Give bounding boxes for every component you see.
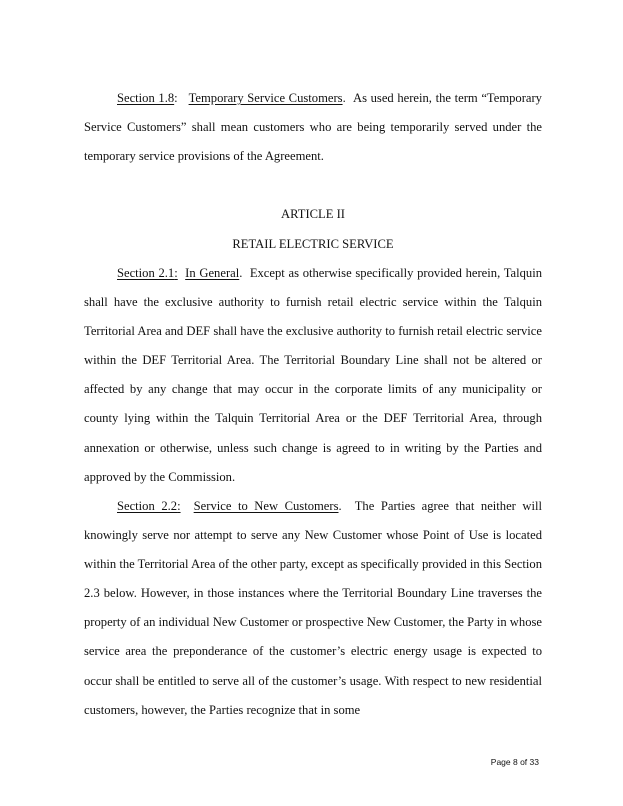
page-number: Page 8 of 33 — [490, 757, 539, 767]
section-1-8-body: As used herein, the term “Temporary Service Customers” shall mean customers who are being temporarily served under the temporary service provisions of the Agreement. — [84, 91, 542, 164]
section-2-1-heading: In General — [185, 266, 240, 280]
section-2-2-paragraph: Section 2.2: Service to New Customers. The Parties agree that neither will knowingly serve nor attempt to serve any New Customer whose Point of Use is located within the Territorial Area of the other party, except as specifically provided in this Section 2.3 below. However, in those instances where the Territorial Boundary Line traverses the property of an individual New Customer or prospective New Customer, the Party in whose service area the preponderance of the customer’s electric energy usage is expected to occur shall be entitled to serve all of the customer’s usage. With respect to new residential customers, however, the Parties recognize that in some — [84, 499, 542, 717]
section-1-8-heading: Temporary Service Customers — [188, 91, 343, 105]
article-title: RETAIL ELECTRIC SERVICE — [232, 237, 394, 251]
section-2-2-heading: Service to New Customers — [193, 499, 339, 513]
section-2-1-body: Except as otherwise specifically provided herein, Talquin shall have the exclusive authority to furnish retail electric service within the Talquin Territorial Area and DEF shall have the exclusive authority to furnish retail electric service within the DEF Territorial Area. The Territorial Boundary Line shall not be altered or affected by any change that may occur in the corporate limits of any municipality or county lying within the Talquin Territorial Area or the DEF Territorial Area, through annexation or otherwise, unless such change is agreed to in writing by the Parties and approved by the Commission. — [84, 266, 542, 484]
section-2-2-number: Section 2.2 — [117, 499, 178, 513]
section-1-8-number: Section 1.8 — [117, 91, 175, 105]
section-2-1-paragraph: Section 2.1: In General. Except as otherwise specifically provided herein, Talquin shall have the exclusive authority to furnish retail electric service within the Talquin Territorial Area and DEF shall have the exclusive authority to furnish retail electric service within the DEF Territorial Area. The Territorial Boundary Line shall not be altered or affected by any change that may occur in the corporate limits of any municipality or county lying within the Talquin Territorial Area or the DEF Territorial Area, through annexation or otherwise, unless such change is agreed to in writing by the Parties and approved by the Commission. — [84, 266, 542, 484]
section-2-1-number: Section 2.1 — [117, 266, 175, 280]
section-2-2-body: The Parties agree that neither will knowingly serve nor attempt to serve any New Customer whose Point of Use is located within the Territorial Area of the other party, except as specifically provided in this Section 2.3 below. However, in those instances where the Territorial Boundary Line traverses the property of an individual New Customer or prospective New Customer, the Party in whose service area the preponderance of the customer’s electric energy usage is expected to occur shall be entitled to serve all of the customer’s usage. With respect to new residential customers, however, the Parties recognize that in some — [84, 499, 542, 717]
article-number: ARTICLE II — [281, 207, 345, 221]
section-1-8-paragraph: Section 1.8: Temporary Service Customers. As used herein, the term “Temporary Service Customers” shall mean customers who are being temporarily served under the temporary service provisions of the Agreement. — [84, 91, 542, 164]
